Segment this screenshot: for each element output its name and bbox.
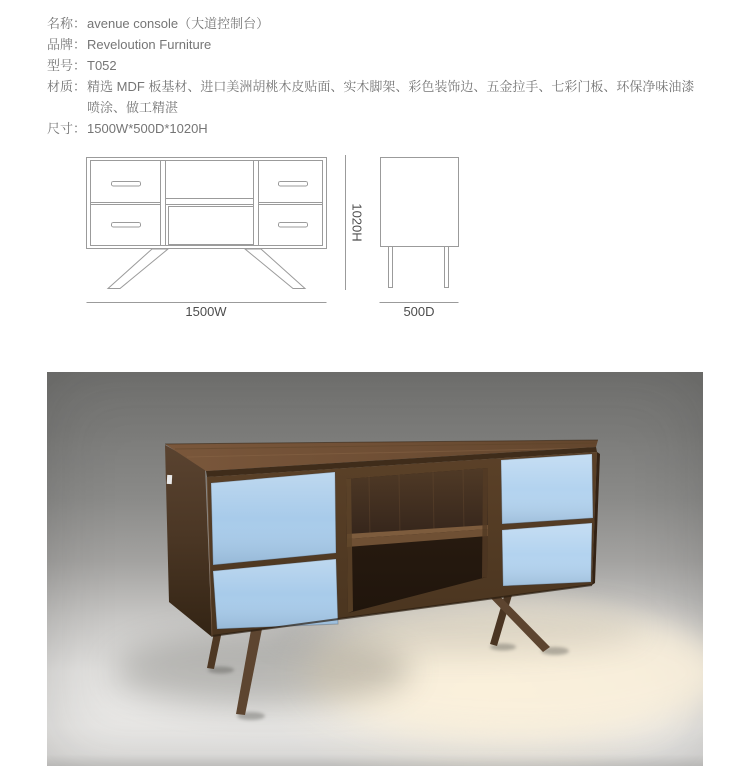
console-render xyxy=(47,372,703,766)
spec-row-model xyxy=(47,55,695,76)
front-view-drawing xyxy=(87,158,327,303)
spec-row-material xyxy=(47,76,695,118)
product-photo xyxy=(47,372,703,766)
dimension-diagram xyxy=(0,150,750,335)
spec-label-brand: 品牌： xyxy=(47,37,87,52)
spec-row-brand xyxy=(47,34,695,55)
spec-value-brand: Reveloution Furniture xyxy=(87,37,212,52)
spec-value-material: 精选 MDF 板基材、进口美洲胡桃木皮贴面、实木脚架、彩色装饰边、五金拉手、七彩门板、环保净味油漆喷涂、做工精湛 xyxy=(87,79,695,115)
product-specs xyxy=(47,13,695,139)
width-dimension-label: 1500W xyxy=(185,304,227,319)
spec-row-name xyxy=(47,13,695,34)
side-panel-left xyxy=(165,445,212,637)
bay-right-wall xyxy=(482,468,488,578)
spec-label-material: 材质： xyxy=(47,79,87,94)
depth-dimension-label: 500D xyxy=(403,304,435,319)
spec-row-size xyxy=(47,118,695,139)
spec-label-model: 型号： xyxy=(47,58,87,73)
side-tag xyxy=(167,475,172,484)
spec-value-name: avenue console（大道控制台） xyxy=(87,16,270,31)
height-dimension-label: 1020H xyxy=(349,203,365,242)
line-drawing xyxy=(0,150,750,320)
spec-value-model: T052 xyxy=(87,58,117,73)
spec-label-name: 名称： xyxy=(47,16,87,31)
spec-label-size: 尺寸： xyxy=(47,121,87,136)
side-view-drawing xyxy=(380,158,459,303)
spec-value-size: 1500W*500D*1020H xyxy=(87,121,208,136)
